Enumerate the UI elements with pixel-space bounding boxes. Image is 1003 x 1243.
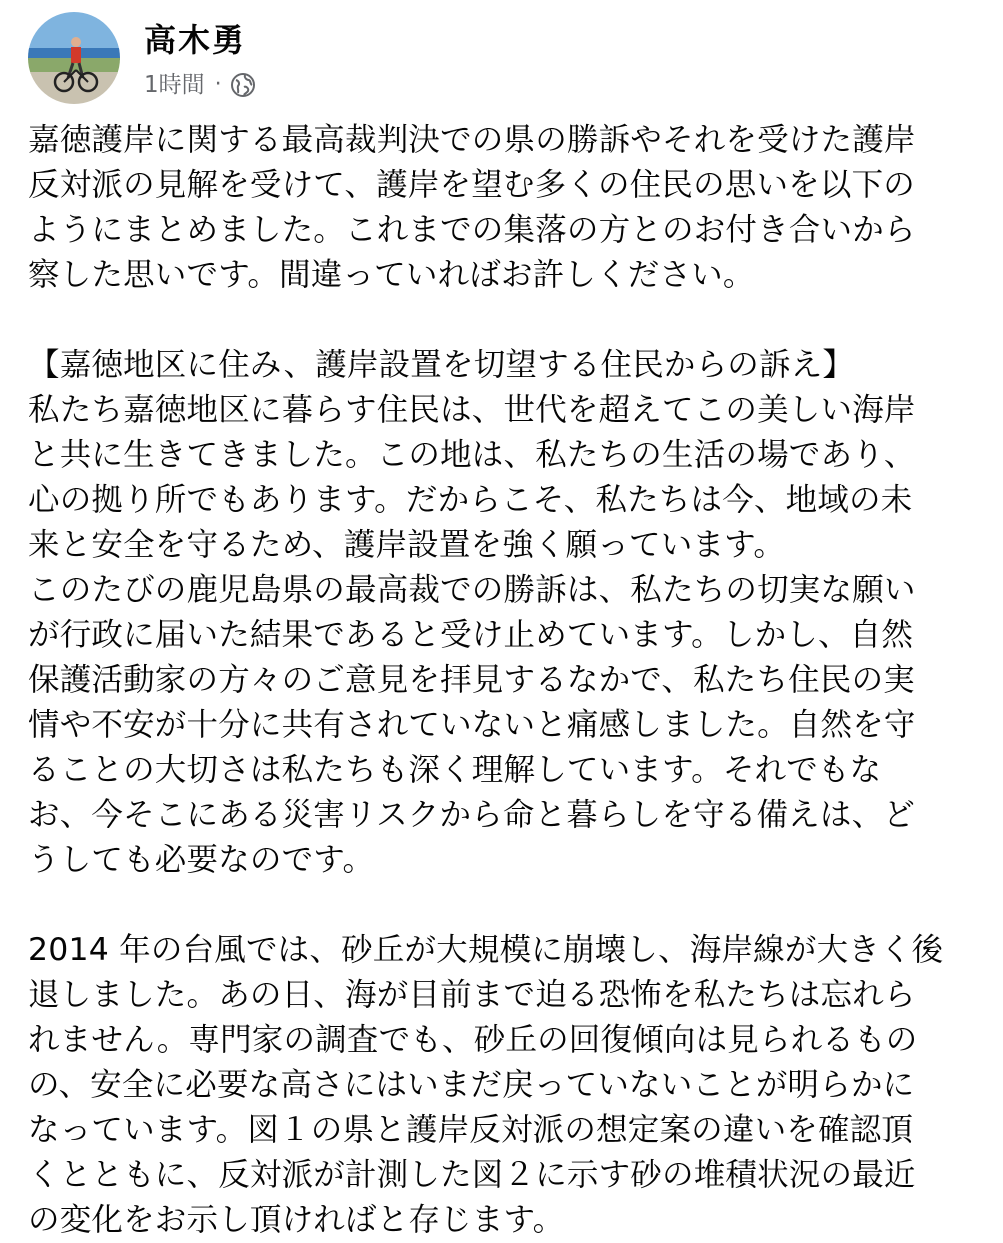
post-text-line: 察した思いです。間違っていればお許しください。 bbox=[28, 257, 755, 293]
post-text-line: れません。専門家の調査でも、砂丘の回復傾向は見られるもの bbox=[28, 1022, 918, 1058]
post-text-line: なっています。図１の県と護岸反対派の想定案の違いを確認頂 bbox=[28, 1112, 914, 1148]
post-header bbox=[28, 12, 256, 104]
profile-photo-icon bbox=[28, 12, 120, 104]
post-text-line: くとともに、反対派が計測した図２に示す砂の堆積状況の最近 bbox=[28, 1157, 916, 1193]
post-meta-line bbox=[144, 70, 256, 100]
post-text-line: 来と安全を守るため、護岸設置を強く願っています。 bbox=[28, 527, 786, 563]
post-text-line: 2014 年の台風では、砂丘が大規模に崩壊し、海岸線が大きく後 bbox=[28, 932, 944, 968]
post-meta bbox=[144, 12, 256, 100]
post-text-line: このたびの鹿児島県の最高裁での勝訴は、私たちの切実な願い bbox=[28, 572, 916, 608]
post-text-line: お、今そこにある災害リスクから命と暮らしを守る備えは、ど bbox=[28, 797, 915, 833]
post-text-line: 反対派の見解を受けて、護岸を望む多くの住民の思いを以下の bbox=[28, 167, 915, 203]
globe-icon[interactable] bbox=[230, 72, 256, 98]
post-text-line: うしても必要なのです。 bbox=[28, 842, 375, 878]
post-text-line: と共に生きてきました。この地は、私たちの生活の場であり、 bbox=[28, 437, 916, 473]
post-text-line: 退しました。あの日、海が目前まで迫る恐怖を私たちは忘れら bbox=[28, 977, 916, 1013]
post-text-line: 情や不安が十分に共有されていないと痛感しました。自然を守 bbox=[28, 707, 916, 743]
post-text-line: の、安全に必要な高さにはいまだ戻っていないことが明らかに bbox=[28, 1067, 915, 1103]
author-name[interactable]: 高木勇 bbox=[144, 21, 247, 59]
post-text-line: 心の拠り所でもあります。だからこそ、私たちは今、地域の未 bbox=[28, 482, 913, 518]
post-text-line: が行政に届いた結果であると受け止めています。しかし、自然 bbox=[28, 617, 914, 653]
post-text-line: 保護活動家の方々のご意見を拝見するなかで、私たち住民の実 bbox=[28, 662, 915, 698]
post-text-line: の変化をお示し頂ければと存じます。 bbox=[28, 1202, 565, 1238]
post-text-line: 嘉徳護岸に関する最高裁判決での県の勝訴やそれを受けた護岸 bbox=[28, 122, 916, 158]
paragraph-gap bbox=[28, 298, 973, 343]
post-timestamp[interactable]: 1時間 bbox=[144, 72, 205, 98]
post-text-line: ようにまとめました。これまでの集落の方とのお付き合いから bbox=[28, 212, 916, 248]
post-text-line: ることの大切さは私たちも深く理解しています。それでもな bbox=[28, 752, 882, 788]
post-body bbox=[28, 118, 973, 1243]
post-text-line: 私たち嘉徳地区に暮らす住民は、世代を超えてこの美しい海岸 bbox=[28, 392, 916, 428]
post-text-line: 【嘉徳地区に住み、護岸設置を切望する住民からの訴え】 bbox=[28, 347, 855, 383]
avatar[interactable] bbox=[28, 12, 120, 104]
paragraph-gap bbox=[28, 883, 973, 928]
meta-separator: · bbox=[214, 72, 222, 97]
